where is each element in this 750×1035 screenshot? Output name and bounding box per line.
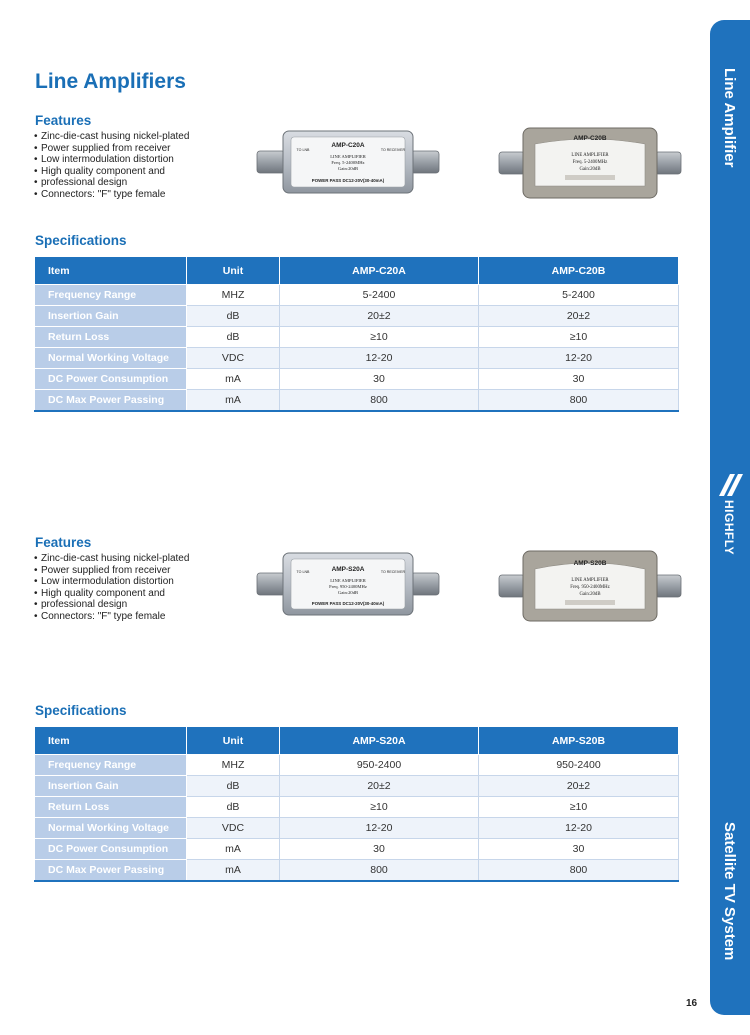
product-model-label: AMP-C20B: [573, 135, 607, 142]
table-cell: 30: [280, 839, 479, 860]
table-cell: mA: [187, 860, 280, 882]
table-row: [35, 348, 679, 369]
product-image-amp-c20a: [253, 125, 443, 200]
table-cell: 800: [280, 390, 479, 412]
product-label-line: Freq. 5-2400MHz: [331, 160, 365, 165]
table-cell: 12-20: [479, 818, 679, 839]
product-model-label: AMP-S20A: [331, 566, 365, 573]
product-label-line: LINE AMPLIFIER: [330, 154, 366, 159]
feature-item: • Connectors: "F" type female: [34, 611, 244, 623]
row-label: DC Power Consumption: [35, 839, 187, 860]
product-model-label: AMP-S20B: [573, 560, 607, 567]
brand-name: HIGHFLY: [722, 500, 736, 556]
page-title: Line Amplifiers: [35, 70, 186, 93]
port-label: TO LNB: [296, 570, 310, 574]
table-cell: 20±2: [479, 306, 679, 327]
table-row: [35, 306, 679, 327]
table-cell: 950-2400: [280, 755, 479, 776]
table-cell: 20±2: [280, 776, 479, 797]
table-cell: ≥10: [479, 327, 679, 348]
row-label: Frequency Range: [35, 755, 187, 776]
product-image-amp-s20b: [495, 545, 685, 625]
table-cell: 12-20: [280, 818, 479, 839]
table-cell: 12-20: [280, 348, 479, 369]
product-label-line: Gain:20dB: [337, 166, 359, 171]
table-header-cell: Unit: [187, 257, 280, 285]
port-label: TO RECEIVER: [380, 570, 406, 574]
table-cell: ≥10: [479, 797, 679, 818]
product-label-line: Gain:20dB: [337, 590, 359, 595]
brand-logo-icon: [716, 470, 746, 498]
table-header-cell: AMP-S20A: [280, 727, 479, 755]
table-cell: dB: [187, 797, 280, 818]
feature-item: • High quality component and: [34, 588, 244, 600]
feature-item: • professional design: [34, 177, 244, 189]
table-header-cell: AMP-C20A: [280, 257, 479, 285]
table-cell: MHZ: [187, 285, 280, 306]
row-label: Frequency Range: [35, 285, 187, 306]
table-cell: 800: [479, 390, 679, 412]
product-label-line: Freq. 950-2400MHz: [329, 584, 367, 589]
product-label-line: LINE AMPLIFIER: [571, 578, 609, 583]
table-cell: 20±2: [479, 776, 679, 797]
table-row: [35, 755, 679, 776]
table-cell: dB: [187, 306, 280, 327]
feature-item: • Power supplied from receiver: [34, 565, 244, 577]
features-heading: Features: [35, 535, 92, 550]
feature-item: • Low intermodulation distortion: [34, 154, 244, 166]
feature-item: • High quality component and: [34, 166, 244, 178]
specifications-heading: Specifications: [35, 703, 127, 718]
feature-item: • Zinc-die-cast husing nickel-plated: [34, 131, 244, 143]
row-label: DC Power Consumption: [35, 369, 187, 390]
table-header-cell: Unit: [187, 727, 280, 755]
table-row: [35, 285, 679, 306]
table-row: [35, 776, 679, 797]
feature-item: • Low intermodulation distortion: [34, 576, 244, 588]
side-catalog-label: Satellite TV System: [721, 822, 738, 961]
feature-item: • Power supplied from receiver: [34, 143, 244, 155]
table-cell: VDC: [187, 348, 280, 369]
table-row: [35, 839, 679, 860]
table-cell: 12-20: [479, 348, 679, 369]
product-label-line: LINE AMPLIFIER: [330, 578, 366, 583]
row-label: Return Loss: [35, 797, 187, 818]
table-cell: MHZ: [187, 755, 280, 776]
table-cell: 950-2400: [479, 755, 679, 776]
product-label-line: Freq. 950-2400MHz: [570, 585, 610, 590]
product-label-line: Gain:20dB: [579, 592, 601, 597]
table-cell: 800: [280, 860, 479, 882]
row-label: Normal Working Voltage: [35, 348, 187, 369]
product-label-line: Gain:20dB: [579, 167, 601, 172]
product-label-line: LINE AMPLIFIER: [571, 153, 609, 158]
table-header-row: [35, 257, 679, 285]
table-cell: 800: [479, 860, 679, 882]
features-list: [34, 131, 244, 200]
table-cell: mA: [187, 390, 280, 412]
specifications-heading: Specifications: [35, 233, 127, 248]
feature-item: • Connectors: "F" type female: [34, 189, 244, 201]
spec-table: [34, 726, 679, 882]
table-cell: mA: [187, 369, 280, 390]
brand-logo: [716, 470, 746, 565]
table-cell: 20±2: [280, 306, 479, 327]
table-cell: 30: [280, 369, 479, 390]
table-cell: 30: [479, 369, 679, 390]
table-cell: 30: [479, 839, 679, 860]
table-header-cell: AMP-C20B: [479, 257, 679, 285]
product-label-line: POWER PASS DC12-20V(30-40mA): [311, 601, 385, 606]
features-list: [34, 553, 244, 622]
port-label: TO LNB: [296, 148, 310, 152]
row-label: DC Max Power Passing: [35, 390, 187, 412]
table-cell: dB: [187, 776, 280, 797]
product-model-label: AMP-C20A: [331, 142, 365, 149]
table-cell: ≥10: [280, 797, 479, 818]
table-row: [35, 390, 679, 412]
table-header-row: [35, 727, 679, 755]
table-cell: ≥10: [280, 327, 479, 348]
table-header-cell: Item: [35, 727, 187, 755]
row-label: Normal Working Voltage: [35, 818, 187, 839]
side-section-label: Line Amplifier: [721, 68, 738, 168]
table-row: [35, 818, 679, 839]
feature-item: • Zinc-die-cast husing nickel-plated: [34, 553, 244, 565]
table-header-cell: Item: [35, 257, 187, 285]
product-label-line: POWER PASS DC12-20V(30-40mA): [311, 178, 385, 183]
table-header-cell: AMP-S20B: [479, 727, 679, 755]
table-cell: mA: [187, 839, 280, 860]
table-row: [35, 860, 679, 882]
table-cell: VDC: [187, 818, 280, 839]
product-label-line: Freq. 5-2400MHz: [572, 160, 608, 165]
product-image-amp-c20b: [495, 122, 685, 202]
page-number: 16: [686, 998, 698, 1009]
table-cell: dB: [187, 327, 280, 348]
feature-item: • professional design: [34, 599, 244, 611]
table-row: [35, 797, 679, 818]
row-label: Insertion Gain: [35, 306, 187, 327]
row-label: Return Loss: [35, 327, 187, 348]
row-label: DC Max Power Passing: [35, 860, 187, 882]
product-image-amp-s20a: [253, 547, 443, 622]
port-label: TO RECEIVER: [380, 148, 406, 152]
table-row: [35, 369, 679, 390]
table-row: [35, 327, 679, 348]
table-cell: 5-2400: [280, 285, 479, 306]
row-label: Insertion Gain: [35, 776, 187, 797]
spec-table: [34, 256, 679, 412]
features-heading: Features: [35, 113, 92, 128]
table-cell: 5-2400: [479, 285, 679, 306]
